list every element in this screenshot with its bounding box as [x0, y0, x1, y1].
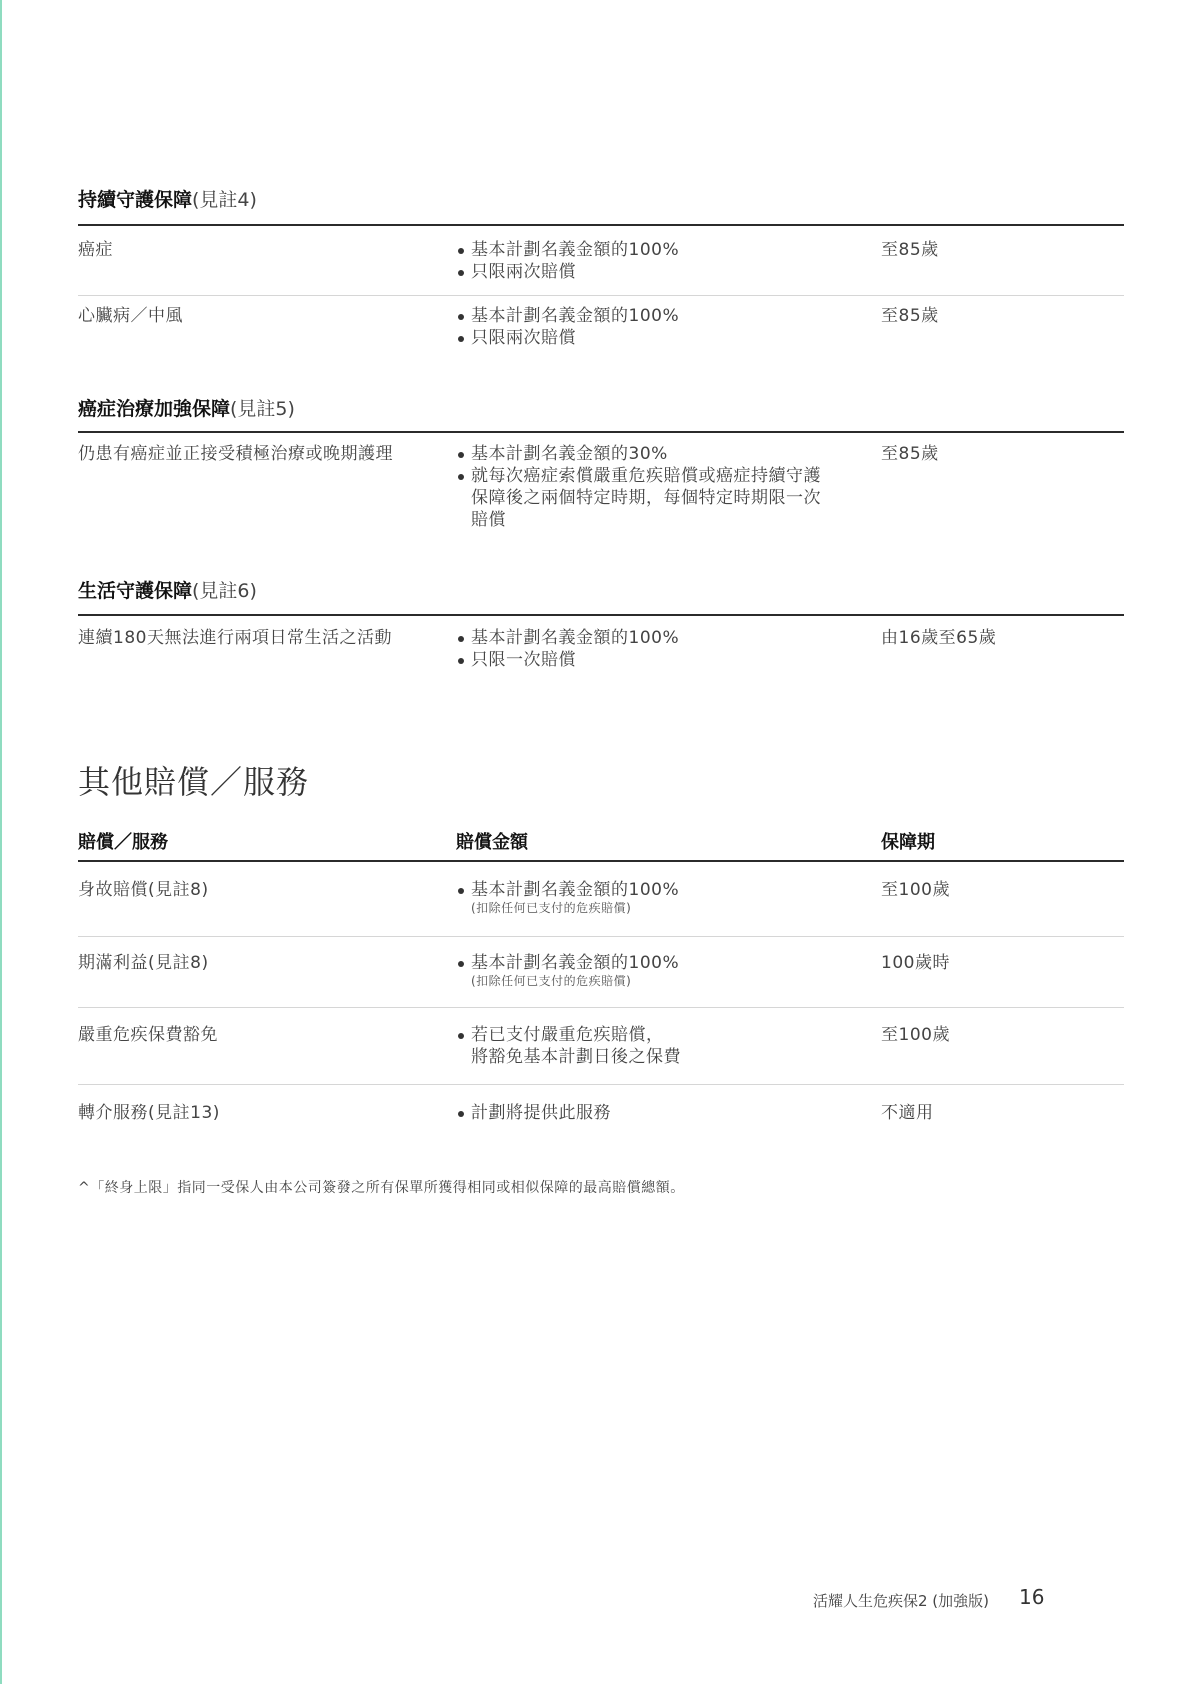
section-title-continuous-care — [78, 188, 257, 212]
benefit-bullet: 基本計劃名義金額的100% — [456, 627, 856, 649]
item-cell: 身故賠償(見註8) — [78, 880, 209, 900]
item-cell: 轉介服務(見註13) — [78, 1103, 220, 1123]
footer-page-number: 16 — [1019, 1585, 1045, 1609]
period-cell: 至85歲 — [881, 444, 939, 464]
benefit-cell — [456, 443, 856, 531]
footnote-lifetime-limit: ^「終身上限」指同一受保人由本公司簽發之所有保單所獲得相同或相似保障的最高賠償總額。 — [78, 1180, 685, 1196]
benefit-cell — [456, 239, 856, 283]
period-cell: 至85歲 — [881, 240, 939, 260]
condition-cell: 癌症 — [78, 240, 113, 260]
benefit-bullet: 基本計劃名義金額的100% — [456, 239, 856, 261]
amount-note: (扣除任何已支付的危疾賠償) — [471, 901, 632, 915]
row-divider — [78, 1084, 1124, 1085]
benefit-continuation: 賠償 — [471, 510, 506, 530]
section-title-note: (見註4) — [192, 189, 257, 211]
section-title-note: (見註6) — [192, 580, 257, 602]
benefit-continuation: 保障後之兩個特定時期，每個特定時期限一次 — [471, 488, 821, 508]
period-cell: 至100歲 — [881, 880, 950, 900]
amount-cell — [456, 1102, 856, 1124]
item-cell: 嚴重危疾保費豁免 — [78, 1025, 218, 1045]
period-cell: 至100歲 — [881, 1025, 950, 1045]
section-title-cancer-treatment — [78, 397, 295, 421]
row-divider — [78, 936, 1124, 937]
section-title-bold: 癌症治療加強保障 — [78, 398, 231, 420]
benefit-bullet: 基本計劃名義金額的30% — [456, 443, 856, 465]
amount-bullet: 基本計劃名義金額的100% — [456, 879, 856, 901]
amount-cell — [456, 952, 856, 988]
section-title-note: (見註5) — [230, 398, 295, 420]
condition-cell: 心臟病／中風 — [78, 306, 183, 326]
benefit-cell — [456, 627, 856, 671]
item-cell: 期滿利益(見註8) — [78, 953, 209, 973]
row-divider — [78, 295, 1124, 296]
section-title-bold: 持續守護保障 — [78, 189, 193, 211]
period-cell: 由16歲至65歲 — [881, 628, 997, 648]
condition-cell: 仍患有癌症並正接受積極治療或晚期護理 — [78, 444, 393, 464]
page-edge-accent-line — [0, 0, 2, 1684]
section-rule — [78, 614, 1124, 616]
amount-cell — [456, 879, 856, 915]
section-rule — [78, 431, 1124, 433]
benefit-bullet: 只限兩次賠償 — [456, 261, 856, 283]
amount-bullet: 計劃將提供此服務 — [456, 1102, 856, 1124]
row-divider — [78, 1007, 1124, 1008]
benefit-bullet: 只限兩次賠償 — [456, 327, 856, 349]
section-rule — [78, 224, 1124, 226]
section-title-bold: 生活守護保障 — [78, 580, 193, 602]
condition-cell: 連續180天無法進行兩項日常生活之活動 — [78, 628, 392, 648]
column-header-period: 保障期 — [881, 832, 935, 853]
benefit-cell — [456, 305, 856, 349]
benefit-bullet: 就每次癌症索償嚴重危疾賠償或癌症持續守護 — [456, 465, 856, 487]
period-cell: 至85歲 — [881, 306, 939, 326]
benefit-bullet: 基本計劃名義金額的100% — [456, 305, 856, 327]
amount-note: (扣除任何已支付的危疾賠償) — [471, 974, 632, 988]
amount-continuation: 將豁免基本計劃日後之保費 — [471, 1047, 681, 1067]
column-header-item: 賠償／服務 — [78, 832, 168, 853]
amount-cell — [456, 1024, 856, 1068]
amount-bullet: 若已支付嚴重危疾賠償， — [456, 1024, 856, 1046]
amount-bullet: 基本計劃名義金額的100% — [456, 952, 856, 974]
section-title-life-care — [78, 579, 257, 603]
period-cell: 100歲時 — [881, 953, 950, 973]
table-header-rule — [78, 860, 1124, 862]
column-header-amount: 賠償金額 — [456, 832, 528, 853]
period-cell: 不適用 — [881, 1103, 934, 1123]
footer-product-name: 活耀人生危疾保2 (加強版) — [813, 1592, 990, 1610]
other-benefits-title: 其他賠償／服務 — [78, 763, 310, 801]
benefit-bullet: 只限一次賠償 — [456, 649, 856, 671]
